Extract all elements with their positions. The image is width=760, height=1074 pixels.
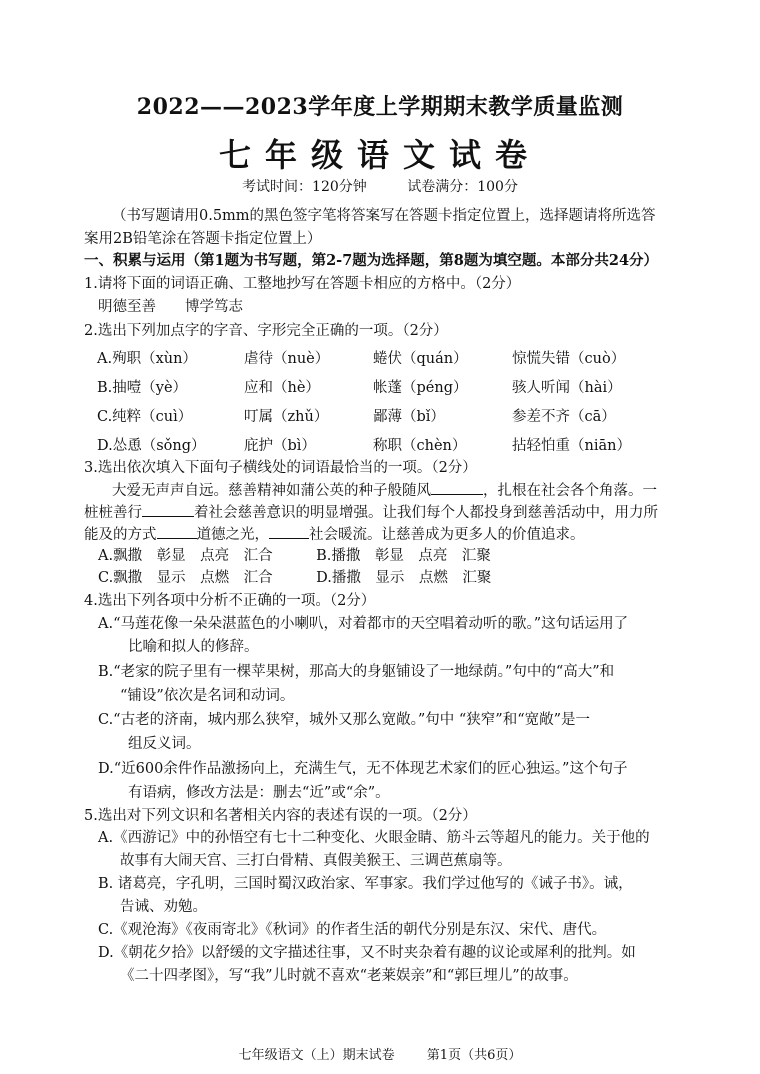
exam-score: 试卷满分：100分: [407, 179, 518, 195]
q3-stem: 3.选出依次填入下面句子横线处的词语最恰当的一项。（2分）: [84, 460, 477, 476]
q2-a-3: 蜷伏（quán）: [373, 351, 468, 367]
q3-passage-line-3: [84, 524, 585, 545]
footer-page-number: 第1页（共6页）: [426, 1048, 522, 1063]
q4-option-c-cont: 组反义词。: [128, 736, 201, 752]
q3-blank-4: [269, 524, 309, 539]
q2-c-4: 参差不齐（cā）: [512, 409, 616, 425]
q3-blank-1: [431, 480, 483, 495]
q3-blank-3: [157, 524, 197, 539]
exam-title: 2022——2023学年度上学期期末教学质量监测: [136, 94, 624, 120]
q3-options-row-2: C.飘撒 显示 点燃 汇合 D.播撒 显示 点燃 汇聚: [98, 570, 492, 586]
exam-meta: [0, 176, 760, 196]
instructions-line-1: （书写题请用0.5mm的黑色签字笔将答案写在答题卡指定位置上，选择题请将所选答: [112, 208, 656, 224]
q3-passage-line-1: [112, 480, 657, 501]
q3-text: 道德之光，: [196, 527, 269, 543]
q4-stem: 4.选出下列各项中分析不正确的一项。（2分）: [84, 593, 376, 609]
q4-option-a: A.“马莲花像一朵朵湛蓝色的小喇叭，对着都市的天空唱着动听的歌。”这句话运用了: [98, 616, 629, 632]
q2-b-4: 骇人听闻（hài）: [512, 380, 622, 396]
q3-text: 能及的方式: [84, 527, 157, 543]
q5-option-c: C.《观沧海》《夜雨寄北》《秋词》的作者生活的朝代分别是东汉、宋代、唐代。: [98, 922, 607, 938]
q2-stem: 2.选出下列加点字的字音、字形完全正确的一项。（2分）: [84, 323, 448, 339]
q2-d-1: D.怂恿（sǒng）: [97, 438, 206, 454]
q4-option-b: B.“老家的院子里有一棵苹果树，那高大的身躯铺设了一地绿荫。”句中的“高大”和: [98, 664, 615, 680]
q3-text: 社会暖流。让慈善成为更多人的价值追求。: [309, 527, 585, 543]
paper-title: 七年级语文试卷: [218, 136, 541, 174]
q2-a-2: 虐待（nuè）: [244, 351, 330, 367]
q4-option-d-cont: 有语病，修改方法是：删去“近”或“余”。: [128, 785, 390, 801]
q1-words: 明德至善 博学笃志: [98, 299, 243, 315]
q2-d-3: 称职（chèn）: [373, 438, 467, 454]
q2-c-1: C.纯粹（cuì）: [97, 409, 193, 425]
q5-option-a-cont: 故事有大闹天宫、三打白骨精、真假美猴王、三调芭蕉扇等。: [120, 853, 512, 869]
q2-b-1: B.抽噎（yè）: [97, 380, 188, 396]
q2-a-1: A.殉职（xùn）: [97, 351, 197, 367]
q3-blank-2: [142, 502, 194, 517]
q5-option-a: A.《西游记》中的孙悟空有七十二种变化、火眼金睛、筋斗云等超凡的能力。关于他的: [98, 830, 650, 846]
q2-b-3: 帐蓬（péng）: [373, 380, 468, 396]
q1-stem: 1.请将下面的词语正确、工整地抄写在答题卡相应的方格中。（2分）: [84, 276, 521, 292]
footer-title: 七年级语文（上）期末试卷: [238, 1048, 395, 1063]
q3-text: ，扎根在社会各个角落。一: [483, 483, 657, 499]
q3-options-row-1: A.飘撒 彰显 点亮 汇合 B.播撒 彰显 点亮 汇聚: [98, 548, 491, 564]
q2-d-4: 拈轻怕重（niān）: [512, 438, 631, 454]
q2-c-2: 叮属（zhǔ）: [244, 409, 329, 425]
q3-text: 桩桩善行: [84, 505, 142, 521]
q3-passage-line-2: [84, 502, 658, 523]
q3-text: 大爱无声声自远。慈善精神如蒲公英的种子般随风: [112, 483, 431, 499]
q5-option-b: B. 诸葛亮，字孔明，三国时蜀汉政治家、军事家。我们学过他写的《诫子书》。诫，: [98, 876, 633, 892]
q3-text: 着社会慈善意识的明显增强。让我们每个人都投身到慈善活动中，用力所: [194, 505, 658, 521]
q4-option-b-cont: “铺设”依次是名词和动词。: [120, 688, 295, 704]
q5-option-d-cont: 《二十四孝图》，写“我”儿时就不喜欢“老莱娱亲”和“郭巨埋儿”的故事。: [120, 968, 578, 984]
section-heading: 一、积累与运用（第1题为书写题，第2-7题为选择题，第8题为填空题。本部分共24分）: [84, 252, 659, 269]
page-footer: [0, 1044, 760, 1063]
q4-option-a-cont: 比喻和拟人的修辞。: [128, 639, 259, 655]
q5-stem: 5.选出对下列文识和名著相关内容的表述有误的一项。（2分）: [84, 808, 477, 824]
q4-option-d: D.“近600余件作品激扬向上，充满生气，无不体现艺术家们的匠心独运。”这个句子: [98, 761, 628, 777]
q2-d-2: 庇护（bì）: [244, 438, 316, 454]
q2-c-3: 鄙薄（bǐ）: [373, 409, 445, 425]
q5-option-d: D.《朝花夕拾》以舒缓的文字描述往事，又不时夹杂着有趣的议论或犀利的批判。如: [98, 945, 636, 961]
q4-option-c: C.“古老的济南，城内那么狭窄，城外又那么宽敞。”句中 “狭窄”和“宽敞”是一: [98, 712, 591, 728]
instructions-line-2: 案用2B铅笔涂在答题卡指定位置上）: [84, 231, 322, 247]
exam-time: 考试时间：120分钟: [242, 179, 367, 195]
q2-a-4: 惊慌失错（cuò）: [512, 351, 626, 367]
q2-b-2: 应和（hè）: [244, 380, 320, 396]
q5-option-b-cont: 告诫、劝勉。: [120, 899, 207, 915]
